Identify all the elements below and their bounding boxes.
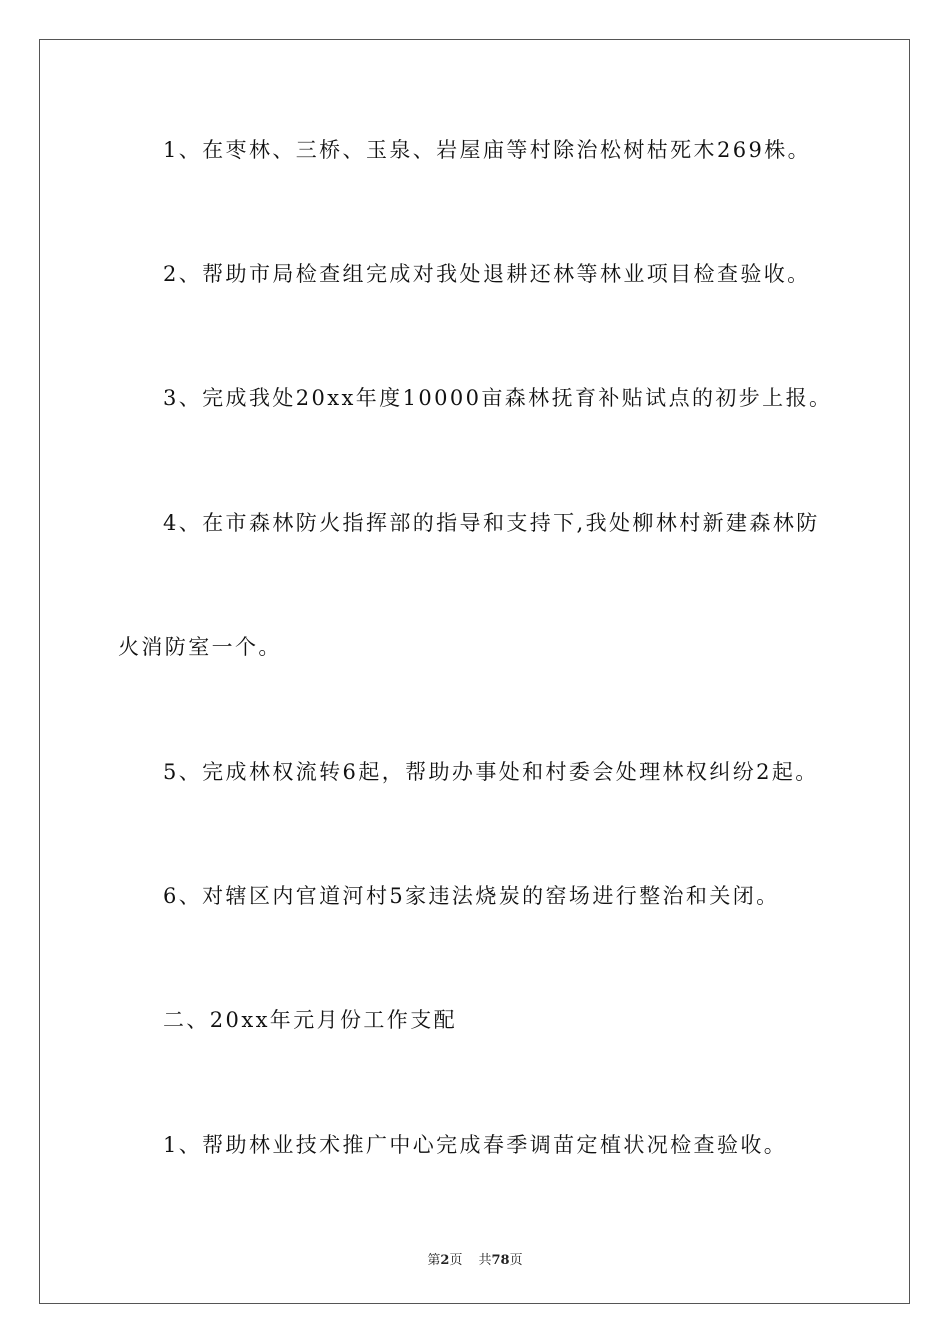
page-prefix: 第 [427, 1253, 441, 1268]
page-suffix: 页 [449, 1253, 463, 1268]
total-prefix: 共 [478, 1253, 492, 1268]
paragraph-7: 1、帮助林业技术推广中心完成春季调苗定植状况检查验收。 [163, 1133, 788, 1157]
paragraph-1: 1、在枣林、三桥、玉泉、岩屋庙等村除治松树枯死木269株。 [163, 138, 812, 162]
paragraph-4-continued: 火消防室一个。 [118, 635, 282, 659]
page-current: 2 [440, 1253, 450, 1268]
paragraph-4: 4、在市森林防火指挥部的指导和支持下,我处柳林村新建森林防 [163, 511, 820, 535]
paragraph-6: 6、对辖区内官道河村5家违法烧炭的窑场进行整治和关闭。 [163, 884, 780, 908]
paragraph-3: 3、完成我处20xx年度10000亩森林抚育补贴试点的初步上报。 [163, 386, 833, 410]
paragraph-2: 2、帮助市局检查组完成对我处退耕还林等林业项目检查验收。 [163, 262, 811, 286]
total-suffix: 页 [509, 1253, 523, 1268]
page-border [39, 39, 910, 1304]
section-heading: 二、20xx年元月份工作支配 [163, 1008, 458, 1032]
page-footer [0, 1249, 950, 1268]
page-total: 78 [491, 1253, 510, 1268]
paragraph-5: 5、完成林权流转6起，帮助办事处和村委会处理林权纠纷2起。 [163, 760, 819, 784]
